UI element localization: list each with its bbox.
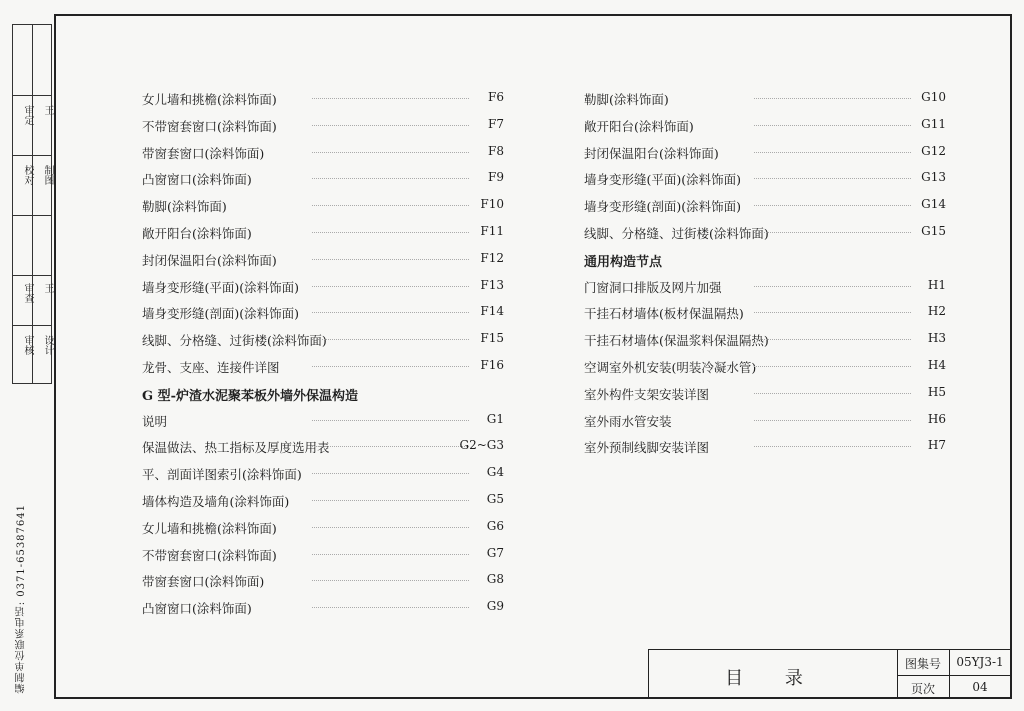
leader-dots bbox=[754, 312, 911, 313]
toc-entry bbox=[584, 385, 946, 401]
atlas-no-value: 05YJ3-1 bbox=[956, 655, 1004, 669]
toc-entry bbox=[584, 170, 946, 186]
toc-entry bbox=[142, 251, 506, 267]
leader-dots bbox=[754, 286, 911, 287]
toc-entry-title: 带窗套窗口(涂料饰面) bbox=[142, 145, 265, 161]
toc-entry-title: 室外雨水管安装 bbox=[584, 413, 672, 429]
toc-entry bbox=[142, 412, 506, 428]
toc-entry-page: H7 bbox=[927, 438, 946, 453]
toc-entry-page: F16 bbox=[480, 358, 504, 372]
leader-dots bbox=[312, 232, 469, 233]
toc-entry bbox=[584, 197, 946, 213]
toc-entry bbox=[584, 224, 946, 240]
toc-entry-page: G14 bbox=[921, 197, 946, 212]
toc-entry-title: 墙身变形缝(剖面)(涂料饰面) bbox=[584, 199, 742, 215]
toc-entry bbox=[584, 331, 946, 347]
toc-entry bbox=[142, 144, 506, 160]
leader-dots bbox=[754, 98, 911, 99]
leader-dots bbox=[312, 152, 469, 153]
leader-dots bbox=[312, 580, 469, 581]
toc-entry bbox=[142, 278, 506, 294]
toc-entry-page: H3 bbox=[927, 331, 946, 346]
toc-entry-title: 带窗套窗口(涂料饰面) bbox=[142, 574, 265, 590]
leader-dots bbox=[754, 339, 911, 340]
leader-dots bbox=[312, 125, 469, 126]
toc-entry bbox=[584, 412, 946, 428]
toc-entry-page: G13 bbox=[921, 170, 946, 185]
toc-entry-title: 门窗洞口排版及网片加强 bbox=[584, 279, 722, 295]
leader-dots bbox=[754, 205, 911, 206]
toc-entry-title: 墙身变形缝(平面)(涂料饰面) bbox=[584, 172, 742, 188]
toc-entry-title: 不带窗套窗口(涂料饰面) bbox=[142, 547, 277, 563]
toc-entry bbox=[584, 278, 946, 294]
toc-entry-page: F7 bbox=[488, 116, 504, 131]
toc-entry bbox=[142, 90, 506, 106]
toc-entry-title: 保温做法、热工指标及厚度选用表 bbox=[142, 440, 330, 456]
leader-dots bbox=[312, 98, 469, 99]
leader-dots bbox=[754, 125, 911, 126]
leader-dots bbox=[312, 339, 469, 340]
leader-dots bbox=[312, 554, 469, 555]
toc-entry-title: 勒脚(涂料饰面) bbox=[584, 92, 669, 107]
toc-entry-page: F6 bbox=[488, 90, 504, 104]
toc-entry-title: 线脚、分格缝、过街楼(涂料饰面) bbox=[584, 226, 769, 241]
toc-entry-page: G1 bbox=[486, 411, 504, 426]
leader-dots bbox=[312, 500, 469, 501]
toc-entry bbox=[584, 144, 946, 160]
toc-entry-title: 敞开阳台(涂料饰面) bbox=[584, 118, 694, 134]
toc-entry bbox=[584, 304, 946, 320]
toc-entry-title: 封闭保温阳台(涂料饰面) bbox=[142, 252, 277, 268]
leader-dots bbox=[754, 366, 911, 367]
leader-dots bbox=[312, 607, 469, 608]
toc-entry bbox=[142, 572, 506, 588]
page-value: 04 bbox=[972, 680, 988, 694]
leader-dots bbox=[312, 473, 469, 474]
toc-entry bbox=[142, 197, 506, 213]
toc-entry-title: 墙体构造及墙角(涂料饰面) bbox=[142, 494, 290, 509]
toc-entry-page: F13 bbox=[480, 277, 504, 292]
signature-table bbox=[12, 24, 52, 384]
toc-entry-page: F15 bbox=[480, 331, 504, 346]
leader-dots bbox=[754, 152, 911, 153]
toc-entry bbox=[142, 117, 506, 133]
page-label: 页次 bbox=[910, 682, 935, 696]
toc-entry bbox=[142, 438, 506, 454]
toc-entry-page: F8 bbox=[488, 143, 504, 158]
toc-entry-page: G7 bbox=[486, 545, 504, 560]
toc-entry-title: 龙骨、支座、连接件详图 bbox=[142, 360, 280, 375]
toc-entry-title: 女儿墙和挑檐(涂料饰面) bbox=[142, 92, 277, 107]
toc-entry bbox=[584, 438, 946, 454]
toc-entry-page: G5 bbox=[486, 492, 504, 506]
toc-entry-page: H6 bbox=[927, 411, 946, 426]
section-heading: G 型-炉渣水泥聚苯板外墙外保温构造 bbox=[142, 388, 359, 404]
toc-entry-title: 空调室外机安装(明装冷凝水管) bbox=[584, 360, 757, 375]
toc-entry-title: 室外构件支架安装详图 bbox=[584, 386, 710, 402]
toc-entry-page: F9 bbox=[488, 170, 504, 185]
toc-entry-page: G11 bbox=[921, 116, 946, 131]
leader-dots bbox=[312, 286, 469, 287]
toc-entry-page: G15 bbox=[921, 224, 946, 238]
title-block-title: 目 录 bbox=[725, 668, 821, 689]
sig-name-2: 王 bbox=[42, 283, 53, 293]
contact-phone: 编制单位联系电话: 0371-65387641 bbox=[16, 504, 27, 694]
leader-dots bbox=[312, 420, 469, 421]
toc-entry-page: H5 bbox=[927, 384, 946, 399]
leader-dots bbox=[754, 420, 911, 421]
toc-entry-page: F12 bbox=[480, 250, 504, 265]
leader-dots bbox=[754, 393, 911, 394]
toc-entry-title: 女儿墙和挑檐(涂料饰面) bbox=[142, 520, 277, 536]
toc-entry-title: 不带窗套窗口(涂料饰面) bbox=[142, 118, 277, 134]
toc-entry-page: H2 bbox=[927, 304, 946, 319]
leader-dots bbox=[312, 366, 469, 367]
toc-entry-title: 封闭保温阳台(涂料饰面) bbox=[584, 145, 719, 161]
leader-dots bbox=[312, 527, 469, 528]
toc-entry-title: 平、剖面详图索引(涂料饰面) bbox=[142, 467, 302, 483]
toc-entry bbox=[584, 117, 946, 133]
leader-dots bbox=[754, 446, 911, 447]
toc-entry-page: G8 bbox=[486, 572, 504, 587]
toc-entry-title: 墙身变形缝(平面)(涂料饰面) bbox=[142, 279, 300, 295]
toc-entry-title: 勒脚(涂料饰面) bbox=[142, 199, 227, 215]
toc-entry-page: G2~G3 bbox=[459, 438, 504, 453]
toc-entry bbox=[584, 90, 946, 106]
toc-entry-page: F10 bbox=[480, 197, 504, 212]
signature-strip bbox=[12, 14, 54, 699]
leader-dots bbox=[754, 178, 911, 179]
toc-entry-page: G12 bbox=[921, 143, 946, 158]
section-heading: 通用构造节点 bbox=[584, 254, 663, 270]
toc-entry-title: 敞开阳台(涂料饰面) bbox=[142, 226, 252, 241]
toc-entry bbox=[142, 465, 506, 481]
toc-entry bbox=[142, 546, 506, 562]
toc-entry-page: H1 bbox=[927, 277, 946, 292]
toc-entry-page: G9 bbox=[486, 599, 504, 614]
toc-entry-title: 线脚、分格缝、过街楼(涂料饰面) bbox=[142, 333, 327, 349]
toc-entry-title: 室外预制线脚安装详图 bbox=[584, 440, 710, 456]
toc-entry bbox=[142, 224, 506, 240]
leader-dots bbox=[312, 259, 469, 260]
toc-entry-page: G10 bbox=[921, 90, 946, 104]
toc-entry bbox=[142, 599, 506, 615]
toc-entry-title: 说明 bbox=[142, 413, 168, 429]
sig-label-2: 校对 bbox=[22, 165, 33, 185]
toc-entry bbox=[142, 492, 506, 508]
toc-entry bbox=[142, 519, 506, 535]
leader-dots bbox=[754, 232, 911, 233]
leader-dots bbox=[312, 312, 469, 313]
toc-entry-title: 墙身变形缝(剖面)(涂料饰面) bbox=[142, 306, 300, 322]
toc-entry bbox=[142, 304, 506, 320]
toc-entry-title: 干挂石材墙体(保温浆料保温隔热) bbox=[584, 333, 769, 349]
leader-dots bbox=[312, 446, 469, 447]
sig-label-1: 审定 bbox=[22, 105, 33, 125]
sig-label-6: 设计 bbox=[42, 335, 53, 355]
toc-entry bbox=[142, 331, 506, 347]
sig-label-5: 审核 bbox=[22, 335, 33, 355]
toc-entry-page: H4 bbox=[927, 358, 946, 372]
toc-entry-page: G6 bbox=[486, 518, 504, 533]
toc-entry bbox=[142, 358, 506, 374]
leader-dots bbox=[312, 205, 469, 206]
toc-entry-page: F11 bbox=[480, 224, 504, 238]
toc-entry-page: G4 bbox=[486, 465, 504, 480]
toc-entry-page: F14 bbox=[480, 304, 504, 319]
sig-label-3: 制图 bbox=[42, 165, 53, 185]
sig-name-1: 王 bbox=[42, 105, 53, 115]
toc-entry-title: 凸窗窗口(涂料饰面) bbox=[142, 172, 252, 188]
leader-dots bbox=[312, 178, 469, 179]
toc-entry-title: 凸窗窗口(涂料饰面) bbox=[142, 601, 252, 617]
toc-entry bbox=[584, 358, 946, 374]
toc-entry bbox=[142, 170, 506, 186]
title-block bbox=[648, 649, 1012, 699]
atlas-no-label: 图集号 bbox=[904, 657, 941, 671]
sig-label-4: 审查 bbox=[22, 283, 33, 303]
toc-entry-title: 干挂石材墙体(板材保温隔热) bbox=[584, 306, 744, 322]
